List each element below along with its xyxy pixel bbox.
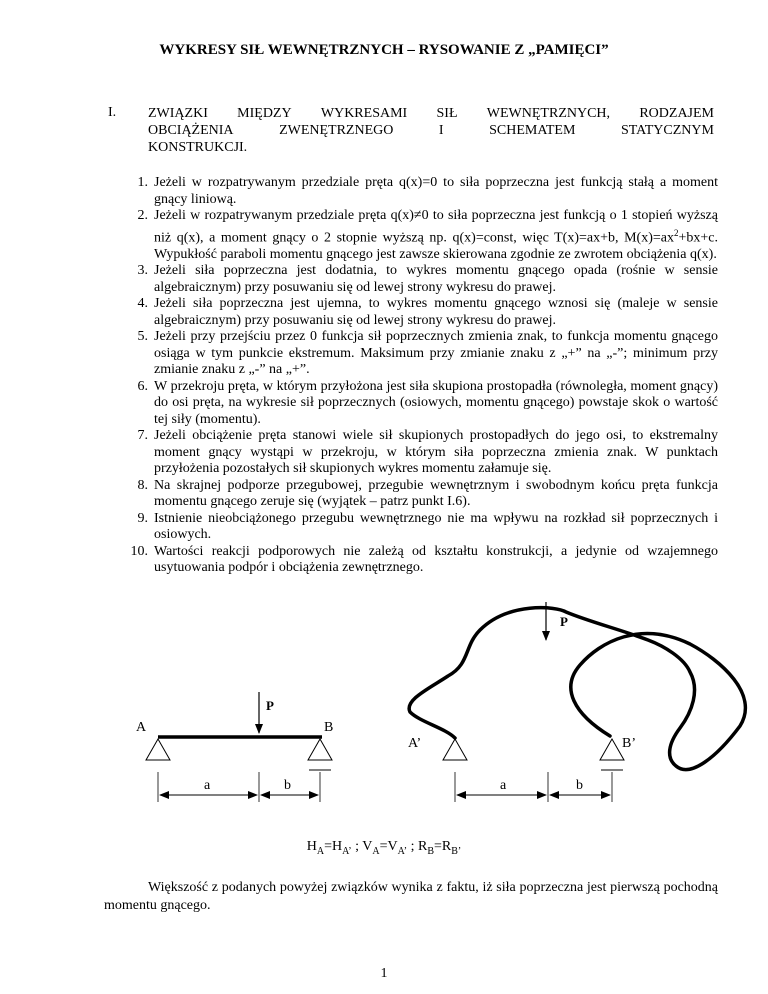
item-text: Jeżeli siła poprzeczna jest ujemna, to wykres momentu gnącego wznosi się (maleje w sensie algebraicznym) przy posuwaniu się od lewej strony wykresu do prawej. [154,296,718,328]
pin-support-a-right [443,739,467,760]
pin-support-b-right [600,739,624,760]
dim-label-a-right: a [500,778,507,793]
pin-support-b-left [308,739,332,760]
support-label-b-right: B’ [622,736,636,751]
dim-label-b-left: b [284,778,291,793]
item-number: 9. [137,510,148,526]
item-number: 8. [137,477,148,493]
heading-word: MIĘDZY [237,106,292,121]
item-text: Wartości reakcji podporowych nie zależą od kształtu konstrukcji, a jedynie od wzajemnego usytuowania podpór i obciążenia zewnętrznego. [154,543,718,576]
support-label-a-left: A [136,720,147,735]
item-text: Jeżeli w rozpatrywanym przedziale pręta q(x)=0 to siła poprzeczna jest funkcją stałą a moment gnący liniową. [154,175,718,207]
item-text: Jeżeli przy przejściu przez 0 funkcja sił poprzecznych zmienia znak, to funkcja momentu gnącego osiąga w tym punkcie ekstremum. Maksimum przy zmianie znaku z „+” na „-”; minimum przy zmianie znaku z „-” na „+”. [154,329,718,378]
heading-word: RODZAJEM [639,106,714,121]
heading-word: OBCIĄŻENIA [148,123,234,138]
support-label-a-right: A’ [408,736,422,751]
heading-word: WYKRESAMI [320,106,408,121]
heading-word: SIŁ [436,106,458,121]
heading-word: ZWIĄZKI [148,106,208,121]
section-heading-line-3: KONSTRUKCJI. [148,140,248,155]
conclusion-paragraph: Większość z podanych powyżej związków wynika z faktu, iż siła poprzeczna jest pierwszą pochodną momentu gnącego. [104,880,718,913]
load-label-left: P [266,698,274,713]
item-number: 3. [137,263,148,279]
reaction-equality: $H_A=H_{A’}$ ; $V_A=V_{A’}$ ; $R_B=R_{B’}$ [306,839,462,857]
heading-word: WEWNĘTRZNYCH, [486,106,611,121]
item-number: 5. [137,329,148,345]
item-text: Jeżeli siła poprzeczna jest dodatnia, to wykres momentu gnącego opada (rośnie w sensie algebraicznym) przy posuwaniu się od lewej strony wykresu do prawej. [154,263,718,295]
item-text: W przekroju pręta, w którym przyłożona jest siła skupiona prostopadła (równoległa, moment gnący) do osi pręta, na wykresie sił poprzecznych (osiowych, momentu gnącego) powstaje skok o wartość tej siły (momentu). [154,378,718,427]
page-number: 1 [380,966,388,981]
support-label-b-left: B [324,720,334,735]
item-text: Istnienie nieobciążonego przegubu wewnętrznego nie ma wpływu na rozkład sił poprzecznych i osiowych. [154,510,718,543]
item-text: Jeżeli w rozpatrywanym przedziale pręta q(x)≠0 to siła poprzeczna jest funkcją o 1 stopień wyższą niż q(x), a moment gnący o 2 stopnie wyższą np. q(x)=const, więc T(x)=ax+b, $M(x)=ax^2+bx+c$. Wypukłość paraboli momentu gnącego jest zawsze skierowana zgodnie ze zwrotem obciążenia q(x). [154,208,718,262]
document-title: WYKRESY SIŁ WEWNĘTRZNYCH – RYSOWANIE Z „PAMIĘCI” [159,42,609,58]
section-number: I. [108,105,117,120]
item-number: 4. [137,296,148,312]
dim-label-b-right: b [576,778,583,793]
pin-support-a-left [146,739,170,760]
item-text: Na skrajnej podporze przegubowej, przegubie wewnętrznym i swobodnym końcu pręta funkcja momentu gnącego zeruje się (wyjątek – patrz punkt I.6). [154,477,718,510]
item-text: Jeżeli obciążenie pręta stanowi wiele sił skupionych prostopadłych do jego osi, to ekstremalny moment gnący wystąpi w przekroju, w którym siła poprzeczna zmienia znak. W punktach przyłożenia pozostałych sił skupionych wykres momentu załamuje się. [154,428,718,477]
heading-word: I [438,123,444,138]
item-number: 2. [137,208,148,223]
curved-frame [409,608,745,770]
item-number: 6. [137,378,148,394]
item-number: 1. [137,175,148,190]
heading-word: SCHEMATEM [489,123,576,138]
item-number: 7. [137,428,148,444]
dim-label-a-left: a [204,778,211,793]
item-number: 10. [130,543,148,559]
heading-word: STATYCZNYM [620,123,714,138]
load-label-right: P [560,614,568,629]
heading-word: ZWENĘTRZNEGO [279,123,394,138]
